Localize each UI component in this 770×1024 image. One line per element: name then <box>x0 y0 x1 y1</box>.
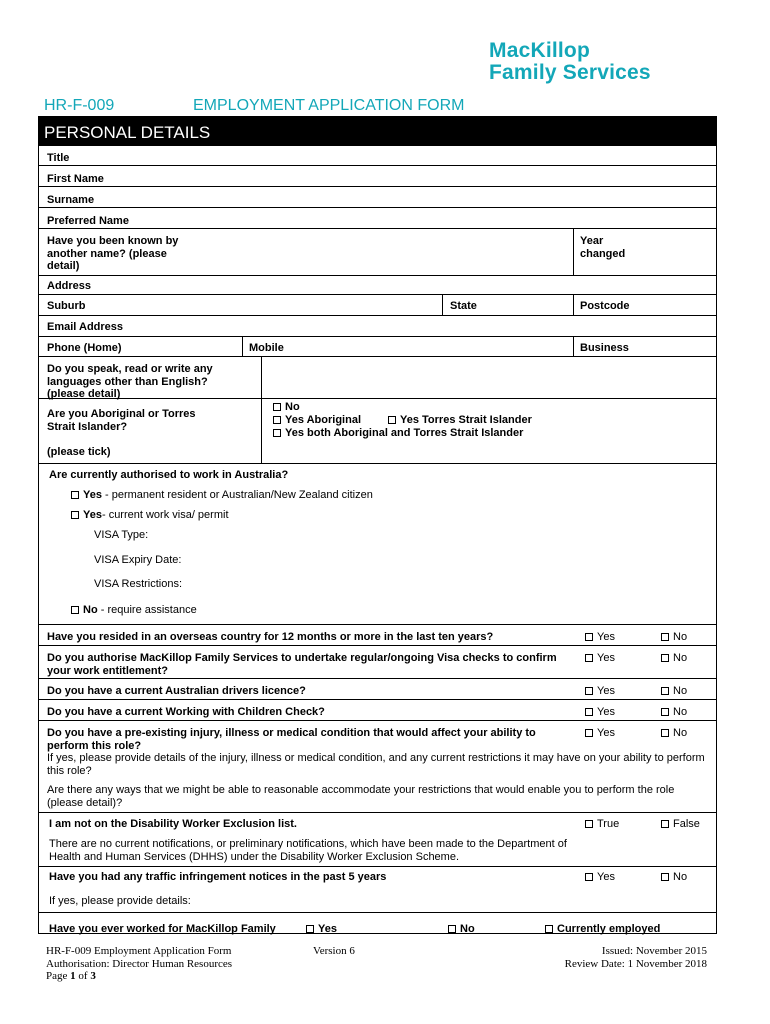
phone-home-field[interactable]: Phone (Home) <box>47 342 122 354</box>
address-field[interactable]: Address <box>47 280 92 292</box>
form-title: EMPLOYMENT APPLICATION FORM <box>193 97 465 114</box>
drivers-no[interactable]: No <box>661 685 687 698</box>
checkbox-icon[interactable] <box>661 687 669 695</box>
brand-logo <box>489 40 651 84</box>
option-yes-both[interactable]: Yes both Aboriginal and Torres Strait Islander <box>273 427 523 440</box>
checkbox-icon[interactable] <box>585 687 593 695</box>
postcode-field[interactable]: Postcode <box>580 300 630 312</box>
please-tick-label: (please tick) <box>47 446 111 458</box>
option-yes-tsi[interactable]: Yes Torres Strait Islander <box>388 414 532 427</box>
checkbox-icon[interactable] <box>585 820 593 828</box>
work-yes-permanent[interactable]: Yes - permanent resident or Australian/New Zealand citizen <box>71 489 373 502</box>
checkbox-icon[interactable] <box>448 925 456 933</box>
drivers-question: Do you have a current Australian drivers licence? <box>47 685 306 697</box>
injury-yes[interactable]: Yes <box>585 727 615 740</box>
footer-authorisation: Authorisation: Director Human Resources <box>46 957 233 970</box>
year-changed-field[interactable]: Year changed <box>580 235 626 260</box>
first-name-field[interactable]: First Name <box>47 173 104 185</box>
checkbox-icon[interactable] <box>585 708 593 716</box>
overseas-question: Have you resided in an overseas country for 12 months or more in the last ten years? <box>47 631 494 643</box>
worked-mackillop-current[interactable]: Currently employed <box>545 923 660 936</box>
checkbox-icon[interactable] <box>661 873 669 881</box>
injury-question: Do you have a pre-existing injury, illness or medical condition that would affect your ability to perform this role? <box>47 727 536 752</box>
checkbox-icon[interactable] <box>388 416 396 424</box>
footer-version: Version 6 <box>313 945 355 957</box>
worked-mackillop-yes[interactable]: Yes <box>306 923 337 936</box>
checkbox-icon[interactable] <box>273 416 281 424</box>
wwcc-question: Do you have a current Working with Children Check? <box>47 706 325 718</box>
email-field[interactable]: Email Address <box>47 321 124 333</box>
traffic-no[interactable]: No <box>661 871 687 884</box>
checkbox-icon[interactable] <box>661 708 669 716</box>
visa-expiry-field[interactable]: VISA Expiry Date: <box>94 554 182 566</box>
footer-right <box>565 945 707 970</box>
checkbox-icon[interactable] <box>585 873 593 881</box>
footer-review: Review Date: 1 November 2018 <box>564 957 707 970</box>
worked-mackillop-question: Have you ever worked for MacKillop Family <box>49 923 276 935</box>
exclusion-statement: I am not on the Disability Worker Exclusion list. <box>49 818 297 830</box>
known-by-field[interactable]: Have you been known by another name? (please detail) <box>47 235 179 272</box>
exclusion-true[interactable]: True <box>585 818 619 831</box>
checkbox-icon[interactable] <box>661 729 669 737</box>
footer-form-name: HR-F-009 Employment Application Form <box>46 945 232 957</box>
overseas-no[interactable]: No <box>661 631 687 644</box>
work-no[interactable]: No - require assistance <box>71 604 197 617</box>
personal-details-form <box>38 145 717 934</box>
brand-line-1: MacKillop <box>489 39 590 62</box>
checkbox-icon[interactable] <box>273 429 281 437</box>
section-title: PERSONAL DETAILS <box>38 116 717 145</box>
preferred-name-field[interactable]: Preferred Name <box>47 215 129 227</box>
checkbox-icon[interactable] <box>545 925 553 933</box>
drivers-yes[interactable]: Yes <box>585 685 615 698</box>
checkbox-icon[interactable] <box>661 654 669 662</box>
visa-checks-yes[interactable]: Yes <box>585 652 615 665</box>
aboriginal-question: Are you Aboriginal or Torres Strait Islander? <box>47 408 196 433</box>
traffic-detail-field[interactable]: If yes, please provide details: <box>49 895 191 907</box>
form-code: HR-F-009 <box>44 97 115 114</box>
checkbox-icon[interactable] <box>585 654 593 662</box>
injury-detail-field[interactable]: If yes, please provide details of the injury, illness or medical condition, and any current restrictions it may have on your ability to perform this role? <box>47 752 705 777</box>
languages-field[interactable]: Do you speak, read or write any languages other than English? (please detail) <box>47 363 213 400</box>
visa-checks-no[interactable]: No <box>661 652 687 665</box>
business-phone-field[interactable]: Business <box>580 342 629 354</box>
traffic-yes[interactable]: Yes <box>585 871 615 884</box>
checkbox-icon[interactable] <box>661 820 669 828</box>
exclusion-note: There are no current notifications, or preliminary notifications, which have been made to the Department of Health and Human Services (DHHS) under the Disability Worker Exclusion Scheme. <box>49 838 567 863</box>
traffic-question: Have you had any traffic infringement notices in the past 5 years <box>49 871 387 883</box>
visa-type-field[interactable]: VISA Type: <box>94 529 149 541</box>
state-field[interactable]: State <box>450 300 477 312</box>
footer-page: Page 1 of 3 <box>46 970 96 982</box>
checkbox-icon[interactable] <box>71 511 79 519</box>
accommodate-field[interactable]: Are there any ways that we might be able to reasonable accommodate your restrictions that would enable you to perform the role (please detail)? <box>47 784 675 809</box>
work-yes-visa[interactable]: Yes- current work visa/ permit <box>71 509 229 522</box>
brand-line-2: Family Services <box>489 61 651 84</box>
visa-checks-question: Do you authorise MacKillop Family Services to undertake regular/ongoing Visa checks to confirm your work entitlement? <box>47 652 557 677</box>
checkbox-icon[interactable] <box>71 606 79 614</box>
worked-mackillop-no[interactable]: No <box>448 923 475 936</box>
title-field[interactable]: Title <box>47 152 70 164</box>
exclusion-false[interactable]: False <box>661 818 700 831</box>
surname-field[interactable]: Surname <box>47 194 95 206</box>
option-no[interactable]: No <box>273 401 300 414</box>
work-auth-question: Are currently authorised to work in Australia? <box>49 469 289 481</box>
checkbox-icon[interactable] <box>585 633 593 641</box>
overseas-yes[interactable]: Yes <box>585 631 615 644</box>
suburb-field[interactable]: Suburb <box>47 300 86 312</box>
checkbox-icon[interactable] <box>661 633 669 641</box>
visa-restrictions-field[interactable]: VISA Restrictions: <box>94 578 183 590</box>
wwcc-yes[interactable]: Yes <box>585 706 615 719</box>
checkbox-icon[interactable] <box>71 491 79 499</box>
checkbox-icon[interactable] <box>306 925 314 933</box>
injury-no[interactable]: No <box>661 727 687 740</box>
checkbox-icon[interactable] <box>273 403 281 411</box>
footer-left <box>46 945 232 983</box>
footer-issued: Issued: November 2015 <box>601 945 707 957</box>
wwcc-no[interactable]: No <box>661 706 687 719</box>
option-yes-aboriginal[interactable]: Yes Aboriginal <box>273 414 361 427</box>
checkbox-icon[interactable] <box>585 729 593 737</box>
mobile-field[interactable]: Mobile <box>249 342 284 354</box>
